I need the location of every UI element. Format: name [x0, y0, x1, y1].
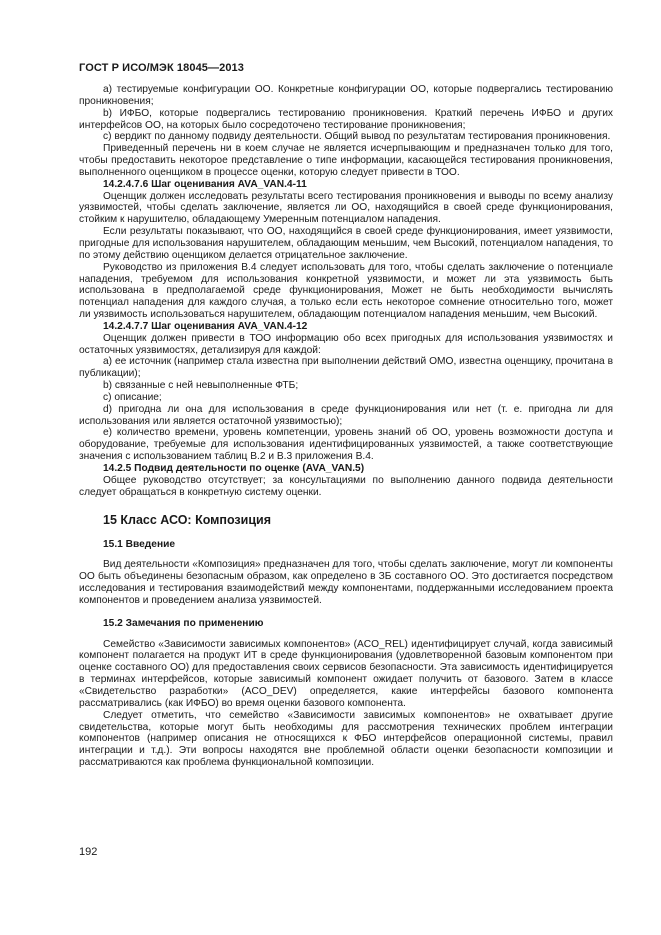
section-heading-15-2: 15.2 Замечания по применению — [103, 617, 264, 629]
list-item-d: d) пригодна ли она для использования в среде функционирования или нет (т. е. пригодна ли для использования или является остаточной уязвимостью); — [79, 403, 613, 427]
list-item-c: c) описание; — [103, 391, 162, 403]
paragraph: Приведенный перечень ни в коем случае не является исчерпывающим и предназначен только для того, чтобы предоставить некоторое представление о типе информации, касающейся тестирования проникновения, выполненного оценщиком в процессе оценки, которую следует привести в ТОО. — [79, 143, 613, 178]
paragraph: Оценщик должен исследовать результаты всего тестирования проникновения и выводы по всему анализу уязвимостей, чтобы сделать заключение, является ли ОО, находящийся в своей среде функционирования, стойким к нарушителю, обладающему Умеренным потенциалом нападения. — [79, 190, 613, 226]
section-heading-15-1: 15.1 Введение — [103, 538, 176, 550]
subsection-heading-14-2-5: 14.2.5 Подвид деятельности по оценке (AVA_VAN.5) — [103, 463, 365, 474]
step-heading-12: 14.2.4.7.7 Шаг оценивания AVA_VAN.4-12 — [103, 320, 308, 332]
paragraph: Общее руководство отсутствует; за консультациями по выполнению данного подвида деятельности следует обращаться в конкретную систему оценки. — [79, 474, 613, 498]
section-heading-15: 15 Класс АСО: Композиция — [103, 512, 271, 527]
list-item-b: b) связанные с ней невыполненные ФТБ; — [103, 380, 299, 392]
paragraph: Если результаты показывают, что ОО, находящийся в своей среде функционирования, имеет уязвимости, пригодные для использования нарушителем, обладающим меньшим, чем Высокий, потенциалом нападения, то по этому действию оценщиком делается отрицательное заключение. — [79, 226, 613, 261]
paragraph: Вид деятельности «Композиция» предназначен для того, чтобы сделать заключение, могут ли компоненты ОО быть объединены безопасным образом, как определено в ЗБ составного ОО. Это достигается посредством исследования и тестирования взаимодействий между компонентами, поддержанными исследованием проекта компонентов и проведением анализа уязвимостей. — [79, 559, 613, 606]
list-item-a: а) ее источник (например стала известна при выполнении действий ОМО, известна оценщику, прочитана в публикации); — [79, 356, 613, 380]
paragraph: Следует отметить, что семейство «Зависимости зависимых компонентов» не охватывает другие свидетельства, которые могут быть необходимы для рассмотрения технических проблем интеграции компонентов (например описания не относящихся к ФБО интерфейсов операционной системы, правил интеграции и т.д.). Эти вопросы находятся вне проблемной области оценки безопасности композиции и рассматриваются как проблема функциональной композиции. — [79, 709, 613, 769]
list-item-e: e) количество времени, уровень компетенции, уровень знаний об ОО, уровень возможности доступа и оборудование, требуемые для использования идентифицированных уязвимостей, а также соответствующие значения с использованием таблиц В.2 и В.3 приложения В.4. — [79, 427, 613, 463]
step-heading-11: 14.2.4.7.6 Шаг оценивания AVA_VAN.4-11 — [103, 178, 307, 190]
paragraph: Оценщик должен привести в ТОО информацию обо всех пригодных для использования уязвимостях и остаточных уязвимостях, детализируя для каждой: — [79, 332, 613, 356]
document-body — [79, 84, 613, 769]
page-number: 192 — [79, 846, 98, 858]
running-header: ГОСТ Р ИСО/МЭК 18045—2013 — [79, 62, 244, 74]
paragraph: Руководство из приложения В.4 следует использовать для того, чтобы сделать заключение о потенциале нападения, требуемом для использования конкретной уязвимости, и может ли эта уязвимость быть использована в предполагаемой среде функционирования, Может не быть необходимости вычислять потенциал нападения для каждого случая, а только если есть некоторое сомнение относительно того, может ли уязвимость использоваться нарушителем, обладающим потенциалом нападения меньшим, чем Высокий. — [79, 261, 613, 321]
list-item-b: b) ИФБО, которые подвергались тестированию проникновения. Краткий перечень ИФБО и других интерфейсов ОО, на которых было сосредоточено тестирование проникновения; — [79, 107, 613, 131]
list-item-a: а) тестируемые конфигурации ОО. Конкретные конфигурации ОО, которые подвергались тестированию проникновения; — [79, 84, 613, 107]
paragraph: Семейство «Зависимости зависимых компонентов» (ACO_REL) идентифицирует случай, когда зависимый компонент полагается на продукт ИТ в среде функционирования (удовлетворенной базовым компонентом при оценке составного ОО) для предоставления своих сервисов безопасности. Эта зависимость идентифицируется в терминах интерфейсов, которые зависимый компонент ожидает получить от базового. Затем в классе «Свидетельство разработки» (ACO_DEV) определяется, какие интерфейсы базового компонента рассматривались (как ИФБО) во время оценки базового компонента. — [79, 638, 613, 709]
list-item-c: c) вердикт по данному подвиду деятельности. Общий вывод по результатам тестирования проникновения. — [103, 131, 611, 143]
